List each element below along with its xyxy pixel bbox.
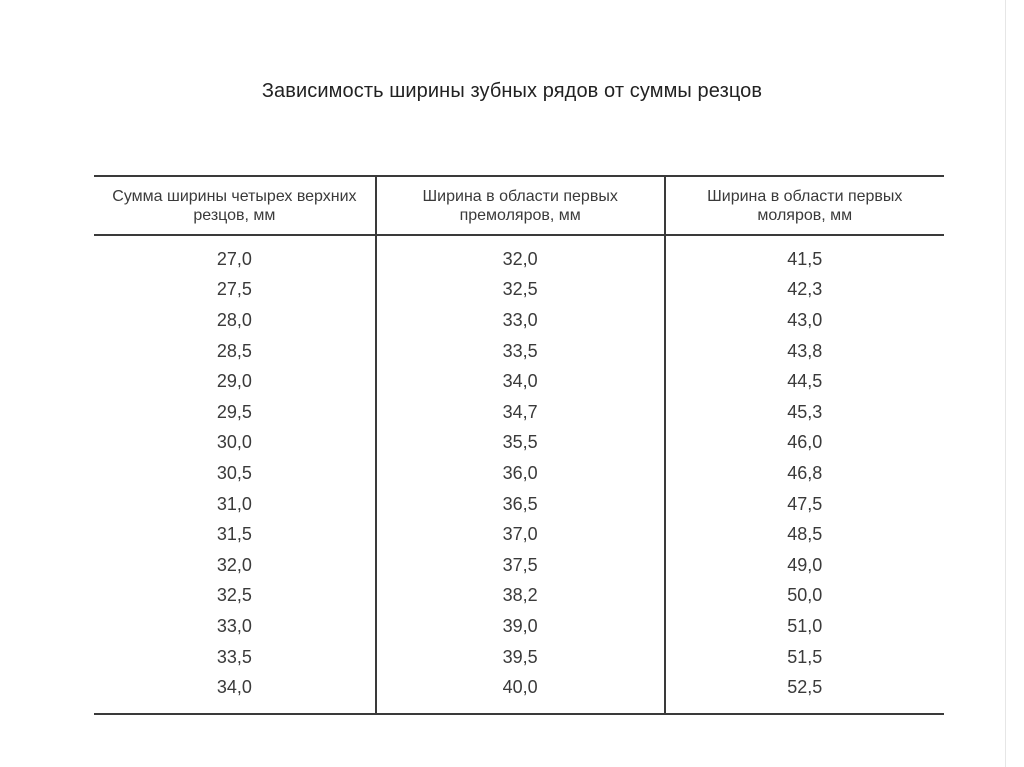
cell-premolars-width: 39,0 [376,611,665,642]
cell-incisors-sum: 33,5 [216,646,252,667]
data-table [94,175,944,715]
cell-incisors-sum: 28,5 [216,340,252,361]
cell-premolars-width: 38,2 [376,581,665,612]
table-row [94,642,944,673]
header-premolars-width: Ширина в области первых премоляров, мм [376,176,665,235]
cell-incisors-sum: 34,0 [216,677,252,698]
cell-premolars-width: 36,5 [376,489,665,520]
cell-premolars-width: 33,0 [376,305,665,336]
cell-molars-width: 45,3 [665,397,944,428]
table-row [94,672,944,714]
table-row [94,519,944,550]
header-incisors-sum: Сумма ширины четырех верхних резцов, мм [94,176,376,235]
cell-premolars-width: 32,0 [376,235,665,275]
cell-molars-width: 51,0 [665,611,944,642]
header-row [94,176,944,235]
cell-premolars-width: 36,0 [376,458,665,489]
cell-molars-width: 43,0 [665,305,944,336]
table-row [94,305,944,336]
cell-molars-width: 42,3 [665,275,944,306]
slide-frame-edge [1005,0,1024,767]
header-molars-width: Ширина в области первых моляров, мм [665,176,944,235]
cell-premolars-width: 37,5 [376,550,665,581]
cell-incisors-sum: 31,5 [216,524,252,545]
cell-molars-width: 43,8 [665,336,944,367]
table-row [94,428,944,459]
cell-incisors-sum: 31,0 [216,493,252,514]
cell-premolars-width: 39,5 [376,642,665,673]
table-row [94,581,944,612]
cell-incisors-sum: 27,5 [216,279,252,300]
cell-incisors-sum: 32,5 [216,585,252,606]
cell-molars-width: 51,5 [665,642,944,673]
cell-incisors-sum: 33,0 [216,615,252,636]
cell-molars-width: 49,0 [665,550,944,581]
cell-incisors-sum: 28,0 [216,309,252,330]
cell-molars-width: 48,5 [665,519,944,550]
cell-incisors-sum: 27,0 [216,248,252,269]
table-row [94,458,944,489]
cell-molars-width: 41,5 [665,235,944,275]
table-row [94,275,944,306]
table-row [94,336,944,367]
cell-premolars-width: 34,7 [376,397,665,428]
cell-premolars-width: 35,5 [376,428,665,459]
cell-molars-width: 47,5 [665,489,944,520]
table-row [94,611,944,642]
cell-molars-width: 46,8 [665,458,944,489]
cell-premolars-width: 34,0 [376,366,665,397]
cell-premolars-width: 32,5 [376,275,665,306]
cell-molars-width: 46,0 [665,428,944,459]
table-header [94,176,944,235]
cell-incisors-sum: 30,0 [216,432,252,453]
cell-molars-width: 52,5 [665,672,944,714]
cell-incisors-sum: 29,5 [216,401,252,422]
cell-premolars-width: 33,5 [376,336,665,367]
cell-premolars-width: 37,0 [376,519,665,550]
table-row [94,550,944,581]
table-row [94,366,944,397]
cell-molars-width: 50,0 [665,581,944,612]
table-row [94,489,944,520]
table-row [94,397,944,428]
table-row [94,235,944,275]
cell-premolars-width: 40,0 [376,672,665,714]
cell-molars-width: 44,5 [665,366,944,397]
table-body [94,235,944,714]
cell-incisors-sum: 32,0 [216,554,252,575]
page-title: Зависимость ширины зубных рядов от суммы резцов [261,80,763,102]
cell-incisors-sum: 29,0 [216,371,252,392]
cell-incisors-sum: 30,5 [216,462,252,483]
